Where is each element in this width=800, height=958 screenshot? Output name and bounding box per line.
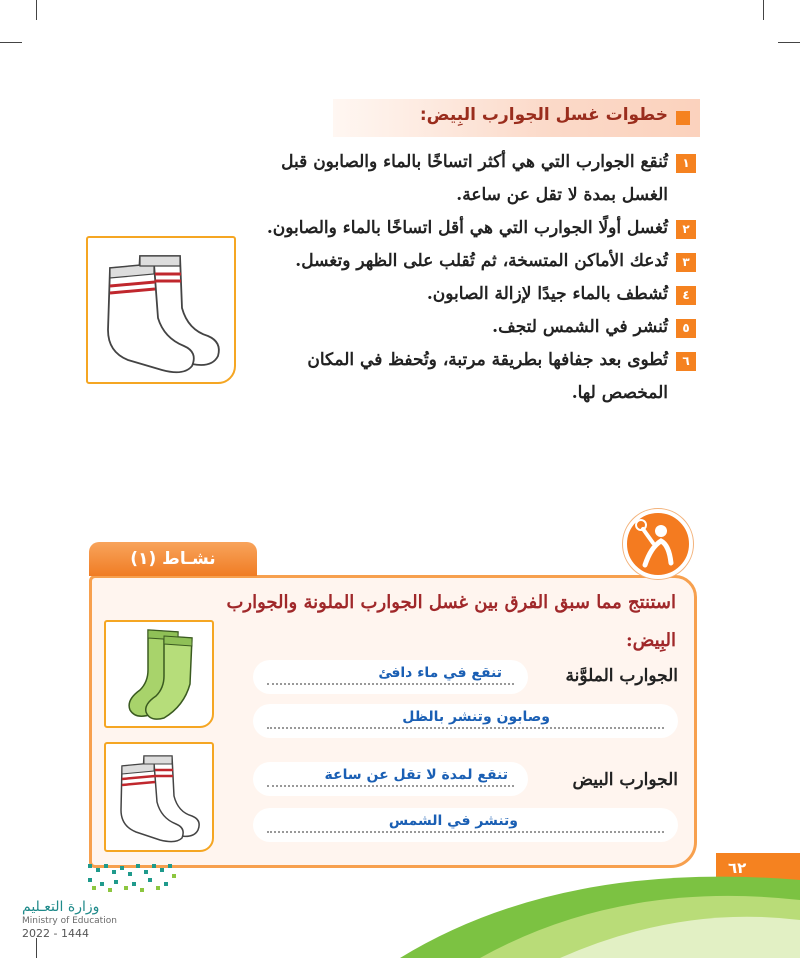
step-number: ٤ bbox=[676, 286, 696, 305]
activity-tab: نشـاط (١) bbox=[89, 542, 257, 576]
step-number: ٣ bbox=[676, 253, 696, 272]
activity-prompt: استنتج مما سبق الفرق بين غسل الجوارب الملونة والجوارب bbox=[226, 592, 676, 613]
ministry-name-ar: وزارة التعـليم bbox=[22, 899, 100, 915]
white-socks-label: الجوارب البيض bbox=[572, 770, 678, 790]
step-text: تُشطف بالماء جيدًا لإزالة الصابون. bbox=[426, 284, 668, 304]
step-number: ٦ bbox=[676, 352, 696, 371]
colored-socks-label: الجوارب الملوَّنة bbox=[565, 666, 678, 686]
step-number: ٥ bbox=[676, 319, 696, 338]
white-answer-text-1: تنقع لمدة لا تقل عن ساعة bbox=[324, 767, 508, 783]
step-text: تُطوى بعد جفافها بطريقة مرتبة، وتُحفظ في المكان المخصص لها. bbox=[307, 350, 668, 403]
page-number: ٦٢ bbox=[716, 853, 800, 883]
colored-answer-text-1: تنقع في ماء دافئ bbox=[378, 665, 502, 681]
colored-answer-text-2: وصابون وتنشر بالظل bbox=[402, 709, 550, 725]
step-number: ٢ bbox=[676, 220, 696, 239]
activity-prompt-cont: البِيض: bbox=[625, 630, 676, 651]
ministry-name-en: Ministry of Education bbox=[22, 916, 117, 926]
step-text: تُنشر في الشمس لتجف. bbox=[492, 317, 668, 337]
step-number: ١ bbox=[676, 154, 696, 173]
step-text: تُنقع الجوارب التي هي أكثر اتساخًا بالماء والصابون قبل الغسل بمدة لا تقل عن ساعة. bbox=[281, 152, 668, 205]
ministry-year: 2022 - 1444 bbox=[22, 927, 89, 940]
step-text: تُدعك الأماكن المتسخة، ثم تُقلب على الظهر وتغسل. bbox=[295, 251, 668, 271]
section-title: خطوات غسل الجوارب البِيض: bbox=[419, 105, 668, 125]
white-answer-text-2: وتنشر في الشمس bbox=[388, 813, 518, 829]
step-text: تُغسل أولًا الجوارب التي هي أقل اتساخًا بالماء والصابون. bbox=[266, 218, 668, 238]
